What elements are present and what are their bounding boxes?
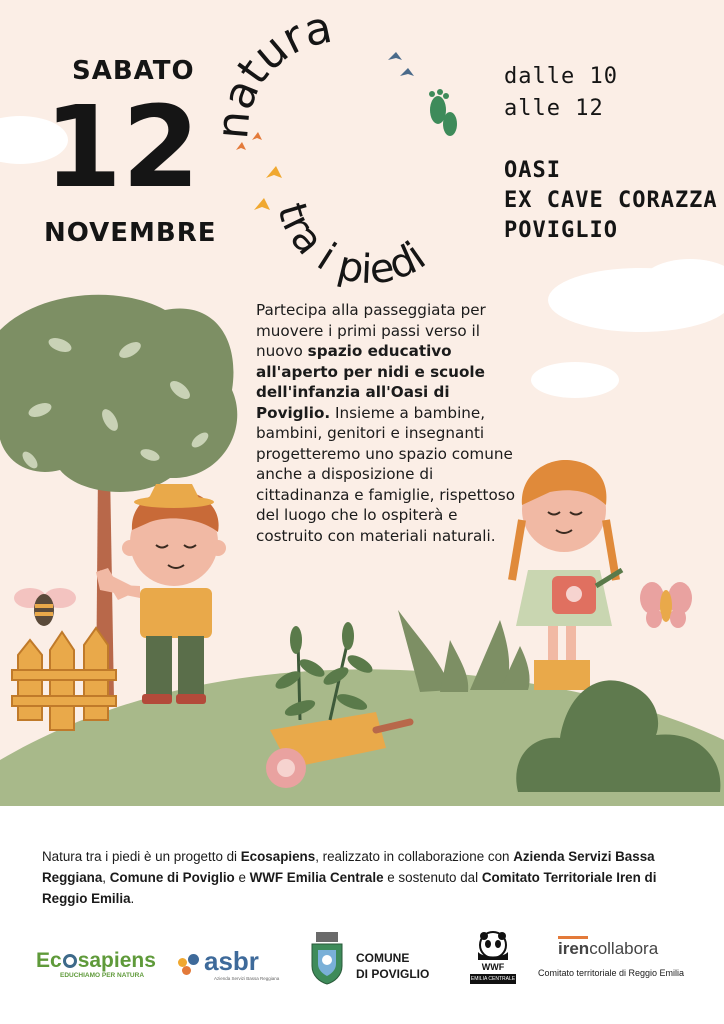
event-location-line3: POVIGLIO (504, 218, 618, 243)
coat-of-arms-icon (306, 932, 348, 986)
footer-asbr: Azienda Servizi Bassa Reggiana (42, 849, 655, 885)
asbr-name: asbr (204, 946, 259, 976)
panda-icon (478, 930, 508, 960)
wwf-caption: EMILIA CENTRALE (470, 976, 516, 982)
footer-wwf: WWF Emilia Centrale (249, 870, 384, 885)
iren-logo (538, 936, 708, 984)
title-tra-i-piedi: tra i piedi (268, 197, 434, 294)
comune-logo (306, 932, 436, 988)
ecosapiens-name-a: Ec (36, 949, 62, 972)
ecosapiens-name-b: sapiens (77, 949, 156, 972)
footer-credits (42, 846, 692, 909)
footer-comune: Comune di Poviglio (109, 870, 235, 885)
ecosapiens-tagline: EDUCHIAMO PER NATURA (60, 972, 145, 979)
bee-illustration (14, 588, 76, 626)
description-part2: Insieme a bambine, bambini, genitori e insegnanti progetteremo uno spazio comune anche a disposizione di cittadinanza e famiglie, rispettoso del luogo che lo ospiterà e costruito con materiali naturali. (256, 403, 515, 545)
dot-icon (188, 954, 199, 965)
footer-text-2: , realizzato in collaborazione con (315, 849, 514, 864)
iren-collabora: collabora (589, 939, 659, 958)
plant-leaves (398, 610, 530, 692)
asbr-tagline: Azienda Servizi Bassa Reggiana (214, 976, 280, 981)
event-time-to: alle 12 (504, 96, 604, 121)
footer-text-1: Natura tra i piedi è un progetto di (42, 849, 241, 864)
footer-text-4: e (234, 870, 250, 885)
event-description (256, 300, 526, 546)
footer-text-6: . (130, 891, 135, 906)
event-location-line2: EX CAVE CORAZZA (504, 188, 718, 213)
footer-ecosapiens: Ecosapiens (240, 849, 316, 864)
event-time-from: dalle 10 (504, 64, 618, 89)
magnifier-icon (63, 954, 77, 968)
dot-icon (182, 966, 191, 975)
girl-illustration (512, 460, 622, 690)
comune-line1: COMUNE (356, 951, 410, 965)
footer-text-3: , (102, 870, 110, 885)
event-day-number: 12 (44, 83, 200, 213)
event-month: NOVEMBRE (44, 218, 217, 248)
event-location-line1: OASI (504, 158, 561, 183)
iren-name: iren (558, 939, 590, 958)
ecosapiens-logo (36, 950, 156, 986)
footer-iren: Comitato Territoriale Iren di Reggio Emilia (42, 870, 657, 906)
description-part1: Partecipa alla passeggiata per muovere i primi passi verso il nuovo (256, 301, 486, 360)
title-natura: natura (207, 1, 337, 141)
fence (12, 628, 116, 730)
wwf-name: WWF (481, 962, 505, 972)
iren-caption: Comitato territoriale di Reggio Emilia (538, 968, 685, 978)
footer-text-5: e sostenuto dal (383, 870, 482, 885)
butterfly-illustration (640, 582, 692, 628)
wwf-logo (470, 930, 516, 988)
comune-line2: DI POVIGLIO (356, 967, 430, 981)
asbr-logo (178, 948, 278, 988)
event-day-name: SABATO (72, 56, 195, 86)
description-bold: spazio educativo all'aperto per nidi e scuole dell'infanzia all'Oasi di Poviglio. (256, 342, 485, 422)
